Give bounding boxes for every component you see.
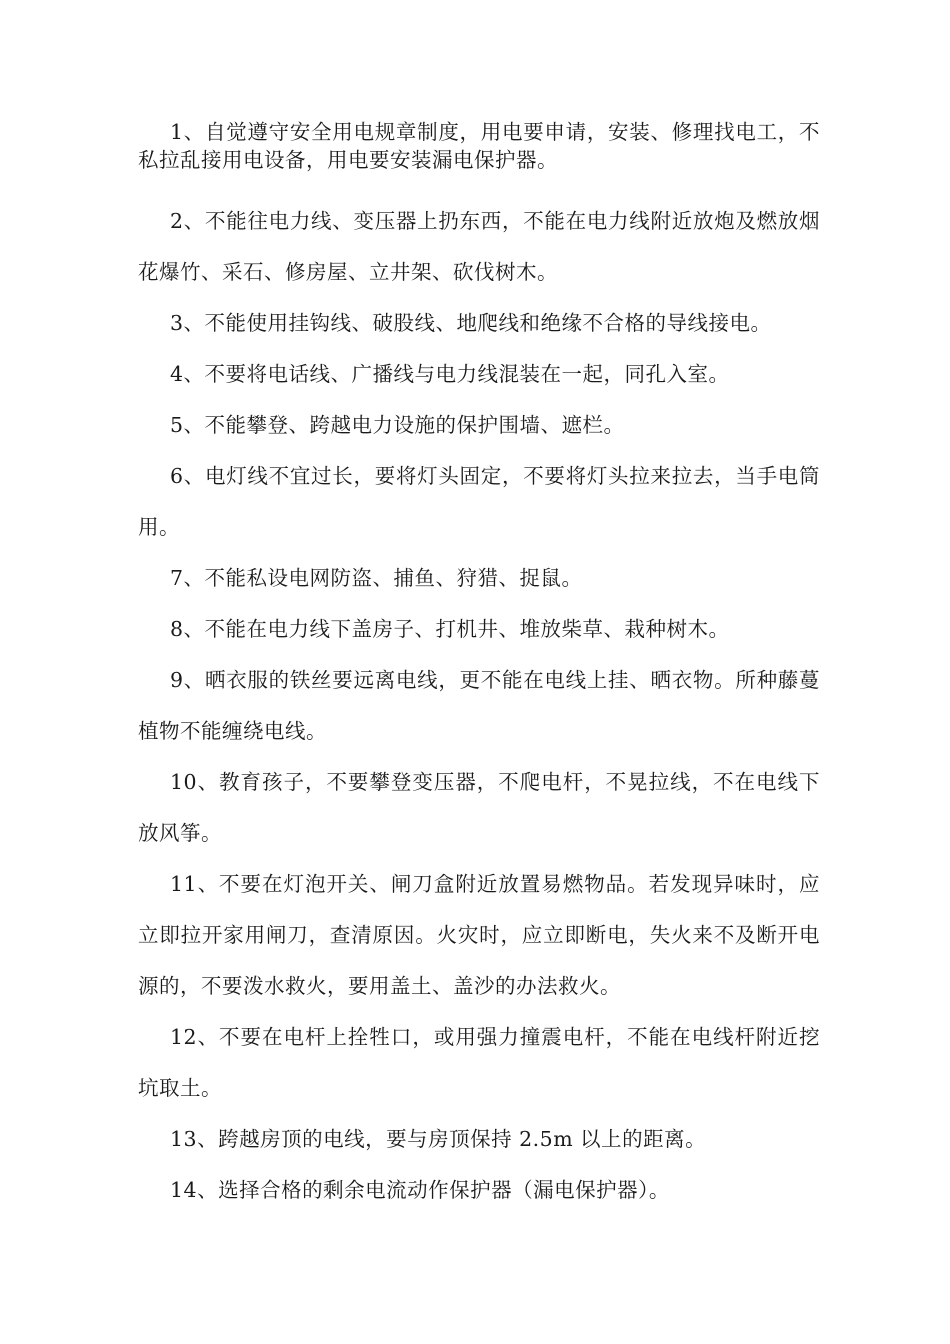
rule-item-8: 8、不能在电力线下盖房子、打机井、堆放柴草、栽种树木。 — [170, 617, 730, 641]
rule-item-7: 7、不能私设电网防盗、捕鱼、狩猎、捉鼠。 — [170, 566, 583, 590]
rule-item-3: 3、不能使用挂钩线、破股线、地爬线和绝缘不合格的导线接电。 — [170, 311, 772, 335]
rule-item-13: 13、跨越房顶的电线，要与房顶保持 2.5m 以上的距离。 — [170, 1127, 707, 1151]
rule-item-2: 2、不能往电力线、变压器上扔东西，不能在电力线附近放炮及燃放烟花爆竹、采石、修房屋、立井架、砍伐树木。 — [138, 209, 820, 284]
rule-item-1: 1、自觉遵守安全用电规章制度，用电要申请，安装、修理找电工，不私拉乱接用电设备，用电要安装漏电保护器。 — [138, 120, 820, 172]
document-body — [138, 118, 820, 1216]
rule-item-9: 9、晒衣服的铁丝要远离电线，更不能在电线上挂、晒衣物。所种藤蔓植物不能缠绕电线。 — [138, 668, 820, 743]
rule-item-14: 14、选择合格的剩余电流动作保护器（漏电保护器）。 — [170, 1178, 670, 1202]
rule-item-4: 4、不要将电话线、广播线与电力线混装在一起，同孔入室。 — [170, 362, 730, 386]
rule-item-5: 5、不能攀登、跨越电力设施的保护围墙、遮栏。 — [170, 413, 625, 437]
rule-item-6: 6、电灯线不宜过长，要将灯头固定，不要将灯头拉来拉去，当手电筒用。 — [138, 464, 820, 539]
rule-item-11: 11、不要在灯泡开关、闸刀盒附近放置易燃物品。若发现异味时，应立即拉开家用闸刀，查清原因。火灾时，应立即断电，失火来不及断开电源的，不要泼水救火，要用盖土、盖沙的办法救火。 — [138, 872, 820, 998]
rule-item-10: 10、教育孩子，不要攀登变压器，不爬电杆，不晃拉线，不在电线下放风筝。 — [138, 770, 820, 845]
rule-item-12: 12、不要在电杆上拴牲口，或用强力撞震电杆，不能在电线杆附近挖坑取土。 — [138, 1025, 820, 1100]
